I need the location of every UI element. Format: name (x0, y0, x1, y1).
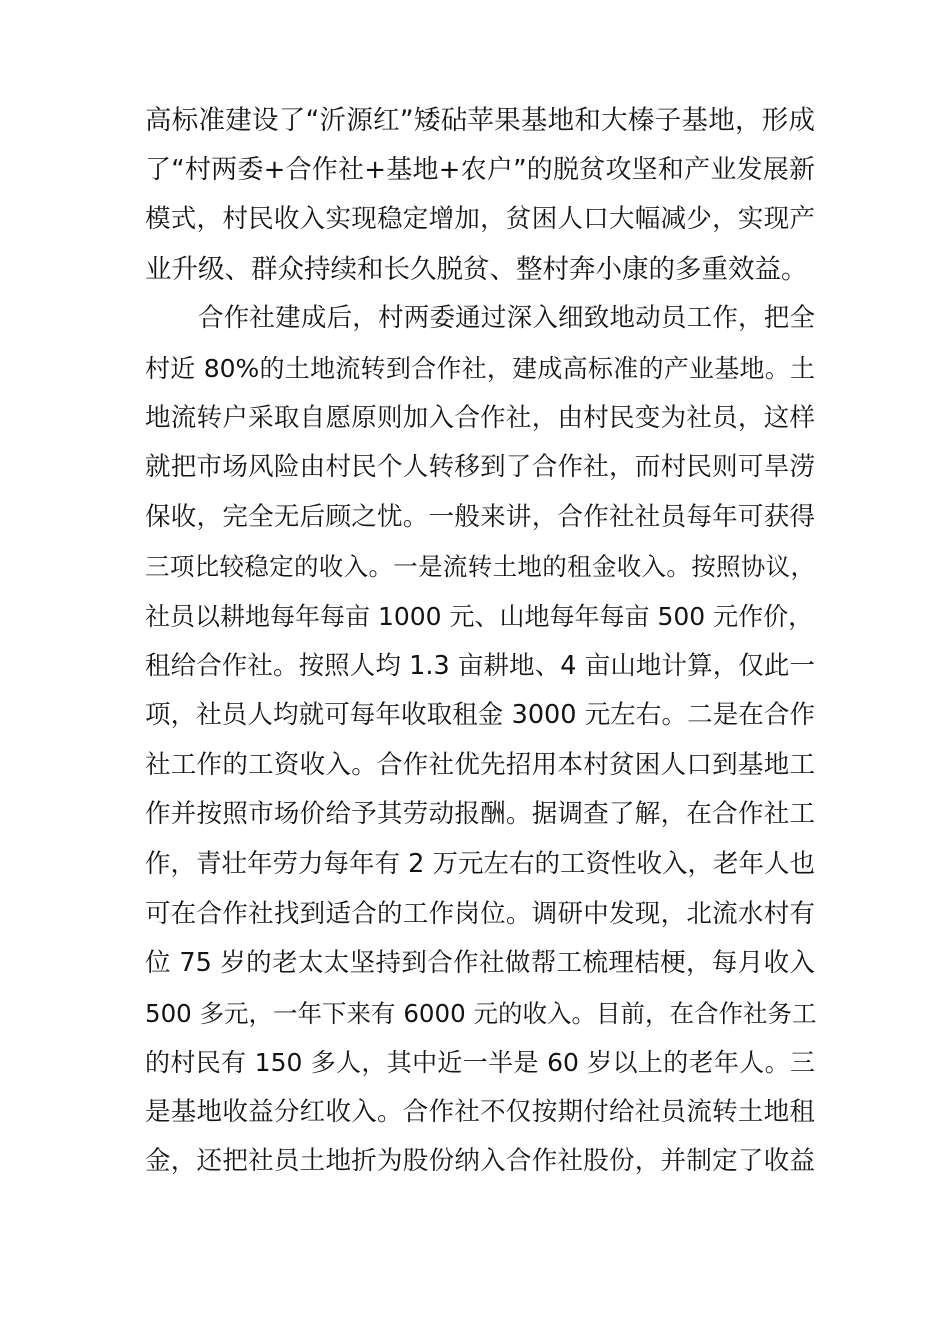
text-line: 是基地收益分红收入。合作社不仅按期付给社员流转土地租 (145, 1096, 815, 1127)
text-line: 的村民有 150 多人，其中近一半是 60 岁以上的老年人。三 (145, 1048, 815, 1078)
text-line: 地流转户采取自愿原则加入合作社，由村民变为社员，这样 (145, 402, 815, 433)
text-line: 保收，完全无后顾之忧。一般来讲，合作社社员每年可获得 (145, 501, 815, 532)
text-line: 作，青壮年劳力每年有 2 万元左右的工资性收入，老年人也 (145, 848, 815, 879)
text-line: 作并按照市场价给予其劳动报酬。据调查了解，在合作社工 (145, 799, 815, 830)
text-line: 高标准建设了“沂源红”矮砧苹果基地和大榛子基地，形成 (145, 105, 815, 136)
text-line: 村近 80%的土地流转到合作社，建成高标准的产业基地。土 (145, 353, 815, 383)
text-line: 金，还把社员土地折为股份纳入合作社股份，并制定了收益 (145, 1146, 815, 1177)
text-line: 位 75 岁的老太太坚持到合作社做帮工梳理桔梗，每月收入 (145, 948, 815, 979)
text-line: 就把市场风险由村民个人转移到了合作社，而村民则可旱涝 (145, 452, 815, 483)
text-line: 可在合作社找到适合的工作岗位。调研中发现，北流水村有 (145, 898, 815, 929)
text-line-paragraph-end: 业升级、群众持续和长久脱贫、整村奔小康的多重效益。 (145, 253, 808, 285)
text-line: 社员以耕地每年每亩 1000 元、山地每年每亩 500 元作价， (145, 601, 814, 631)
body-text (145, 96, 815, 1187)
text-line: 项，社员人均就可每年收取租金 3000 元左右。二是在合作 (145, 700, 815, 731)
text-line: 模式，村民收入实现稳定增加，贫困人口大幅减少，实现产 (145, 204, 815, 235)
text-line: 租给合作社。按照人均 1.3 亩耕地、4 亩山地计算，仅此一 (145, 650, 815, 681)
text-line: 了“村两委+合作社+基地+农户”的脱贫攻坚和产业发展新 (145, 154, 815, 185)
text-line: 三项比较稳定的收入。一是流转土地的租金收入。按照协议， (145, 552, 815, 582)
text-line: 社工作的工资收入。合作社优先招用本村贫困人口到基地工 (145, 749, 815, 780)
text-line-paragraph-start: 合作社建成后，村两委通过深入细致地动员工作，把全 (198, 303, 815, 334)
text-line: 500 多元，一年下来有 6000 元的收入。目前，在合作社务工 (145, 998, 817, 1028)
